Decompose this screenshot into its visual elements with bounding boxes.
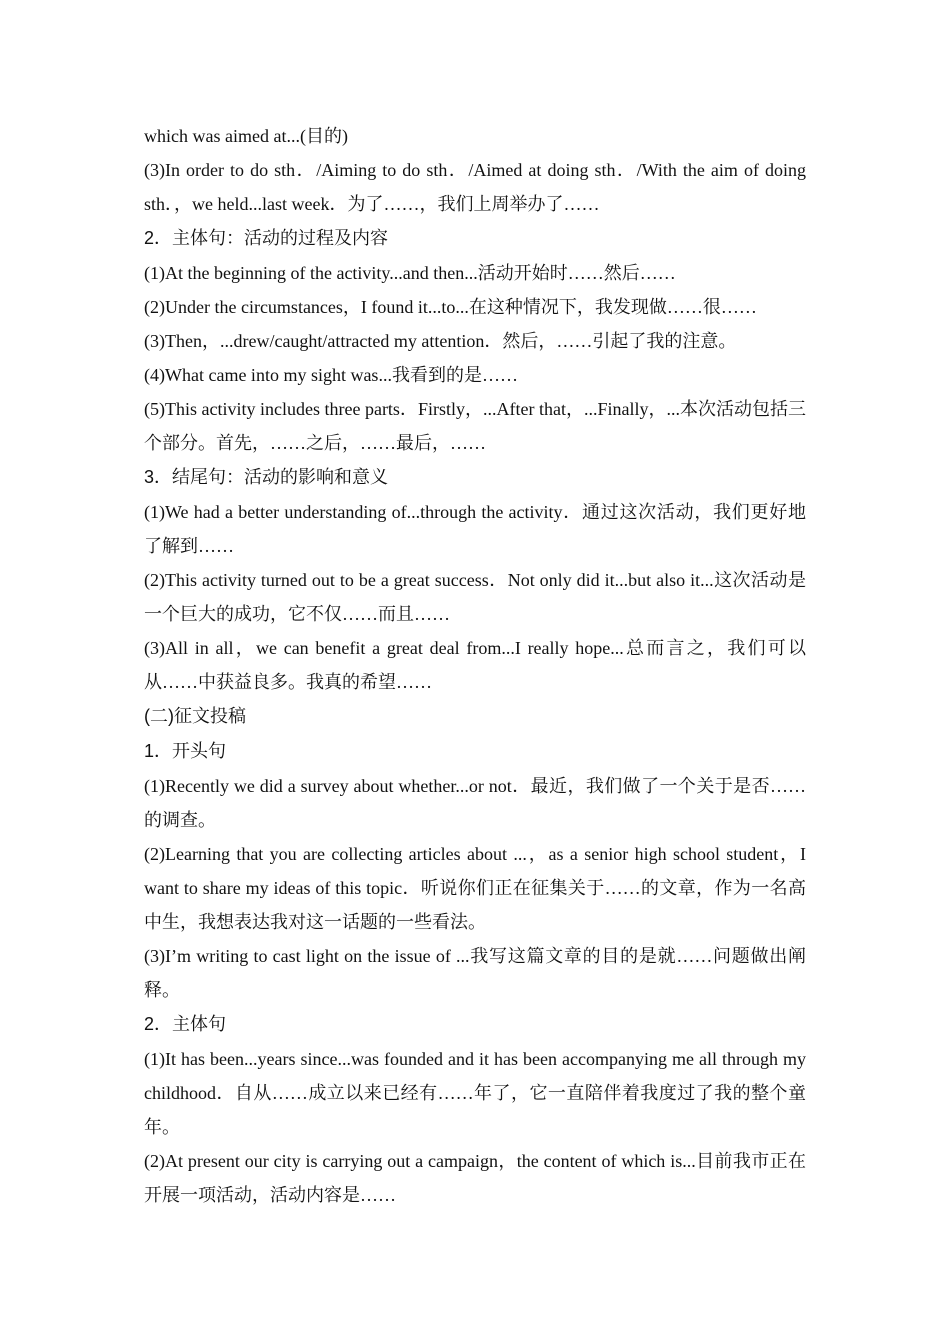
heading-body-sentences: 2．主体句：活动的过程及内容	[144, 228, 389, 248]
paragraph-body-2: (2)Under the circumstances，I found it...to...在这种情况下，我发现做……很……	[144, 297, 757, 317]
heading-essay-submission: (二)征文投稿	[144, 706, 246, 726]
heading-essay-body: 2．主体句	[144, 1014, 227, 1034]
document-body	[144, 119, 806, 1212]
paragraph-body-1: (1)At the beginning of the activity...and then...活动开始时……然后……	[144, 263, 676, 283]
paragraph-body-5: (5)This activity includes three parts．Firstly，...After that，...Finally，...本次活动包括三个部分。首先，……之后，……最后，……	[144, 399, 806, 453]
paragraph-closing-3: (3)All in all，we can benefit a great deal from...I really hope...总而言之，我们可以从……中获益良多。我真的希望……	[144, 638, 806, 692]
paragraph-essay-opening-2: (2)Learning that you are collecting articles about ...，as a senior high school student，I want to share my ideas of this topic．听说你们正在征集关于……的文章，作为一名高中生，我想表达我对这一话题的一些看法。	[144, 844, 806, 932]
paragraph-body-4: (4)What came into my sight was...我看到的是……	[144, 365, 518, 385]
paragraph-essay-body-1: (1)It has been...years since...was founded and it has been accompanying me all through my childhood．自从……成立以来已经有……年了，它一直陪伴着我度过了我的整个童年。	[144, 1049, 806, 1137]
paragraph-body-3: (3)Then，...drew/caught/attracted my attention．然后，……引起了我的注意。	[144, 331, 737, 351]
paragraph-essay-opening-1: (1)Recently we did a survey about whether...or not．最近，我们做了一个关于是否……的调查。	[144, 776, 806, 830]
paragraph-essay-opening-3: (3)I’m writing to cast light on the issue of ...我写这篇文章的目的是就……问题做出阐释。	[144, 946, 806, 1000]
paragraph-opening-3: (3)In order to do sth．/Aiming to do sth．/Aimed at doing sth．/With the aim of doing sth．，we held...last week．为了……，我们上周举办了……	[144, 160, 806, 214]
paragraph-essay-body-2: (2)At present our city is carrying out a campaign，the content of which is...目前我市正在开展一项活动，活动内容是……	[144, 1151, 806, 1205]
heading-essay-opening: 1．开头句	[144, 741, 227, 761]
paragraph-closing-1: (1)We had a better understanding of...through the activity．通过这次活动，我们更好地了解到……	[144, 502, 806, 556]
paragraph-closing-2: (2)This activity turned out to be a great success．Not only did it...but also it...这次活动是一个巨大的成功，它不仅……而且……	[144, 570, 806, 624]
heading-closing-sentences: 3．结尾句：活动的影响和意义	[144, 467, 389, 487]
paragraph-aim-continued: which was aimed at...(目的)	[144, 126, 348, 146]
